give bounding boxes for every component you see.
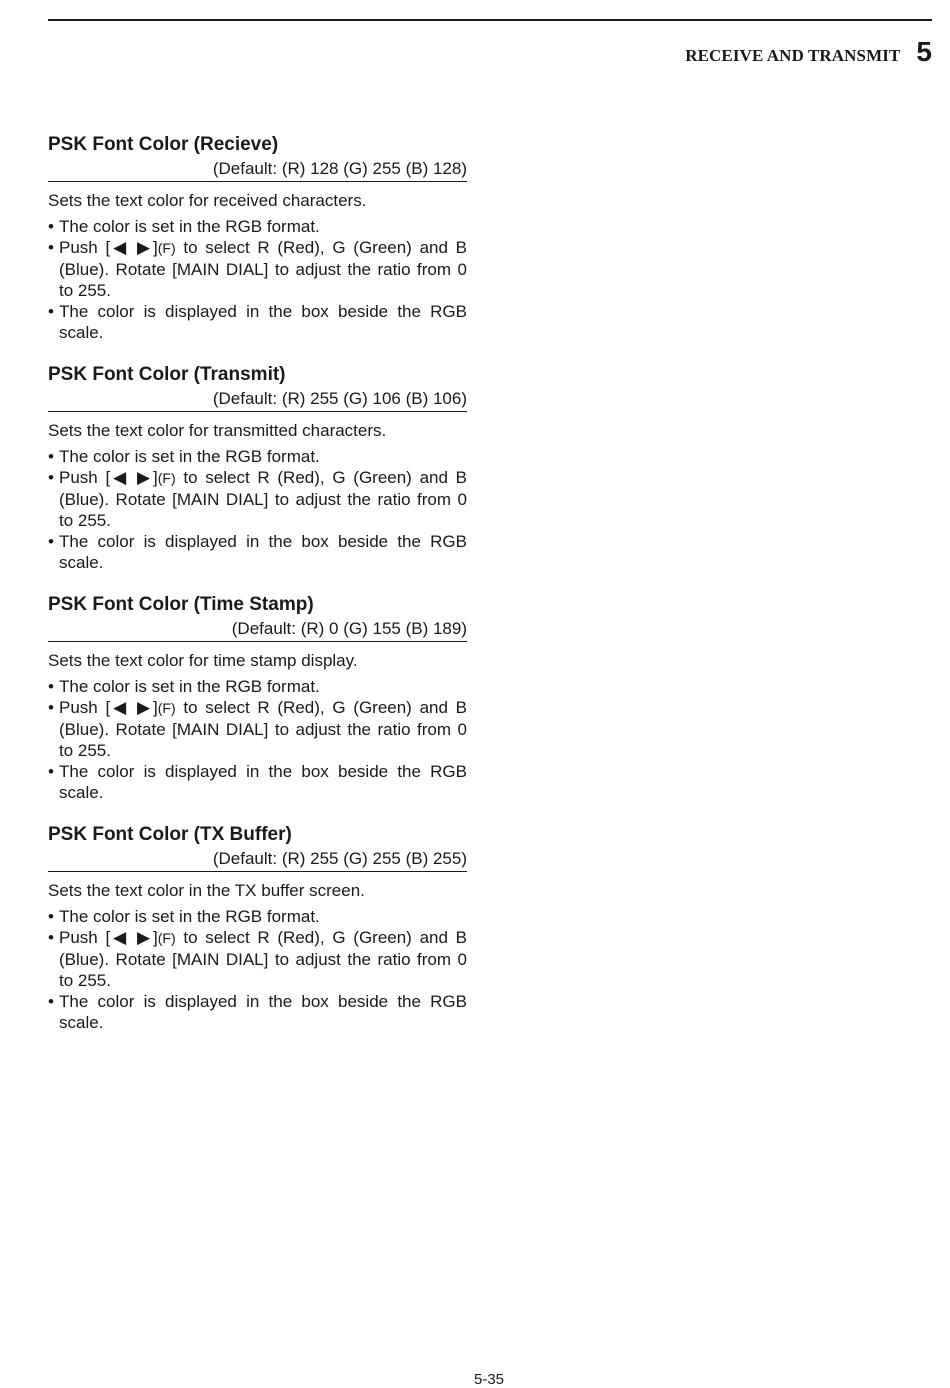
function-key-label: (F): [157, 700, 176, 716]
bullet-list: [48, 676, 467, 803]
bullet-item: • The color is displayed in the box beside the RGB scale.: [48, 301, 467, 343]
section-description: Sets the text color for transmitted characters.: [48, 421, 387, 440]
section-time-stamp: [48, 592, 467, 803]
bullet-list: [48, 446, 467, 573]
push-key-text: Push [◀ ▶]: [59, 468, 158, 487]
chapter-header: [685, 36, 932, 68]
push-key-text: Push [◀ ▶]: [59, 928, 158, 947]
section-transmit: [48, 362, 467, 573]
bullet-item: [48, 927, 467, 991]
section-title: PSK Font Color (Transmit): [48, 364, 286, 385]
function-key-label: (F): [157, 930, 176, 946]
push-instruction-text: to select R (Red), G (Green) and B (Blue). Rotate [MAIN DIAL] to adjust the ratio from 0 to 255.: [59, 698, 467, 760]
bullet-item: • The color is set in the RGB format.: [48, 676, 467, 697]
bullet-item: [48, 697, 467, 761]
default-value: (Default: (R) 255 (G) 106 (B) 106): [48, 388, 467, 412]
push-key-text: Push [◀ ▶]: [59, 238, 158, 257]
chapter-number: 5: [916, 36, 932, 67]
section-description: Sets the text color in the TX buffer screen.: [48, 881, 365, 900]
bullet-item: • The color is set in the RGB format.: [48, 216, 467, 237]
push-instruction-text: to select R (Red), G (Green) and B (Blue). Rotate [MAIN DIAL] to adjust the ratio from 0 to 255.: [59, 238, 467, 300]
section-description: Sets the text color for received characters.: [48, 191, 367, 210]
section-description: Sets the text color for time stamp display.: [48, 651, 358, 670]
push-instruction-text: to select R (Red), G (Green) and B (Blue). Rotate [MAIN DIAL] to adjust the ratio from 0 to 255.: [59, 468, 467, 530]
default-value: (Default: (R) 0 (G) 155 (B) 189): [48, 618, 467, 642]
top-rule: [48, 19, 932, 21]
bullet-item: • The color is displayed in the box beside the RGB scale.: [48, 991, 467, 1033]
push-instruction-text: to select R (Red), G (Green) and B (Blue). Rotate [MAIN DIAL] to adjust the ratio from 0 to 255.: [59, 928, 467, 990]
default-value: (Default: (R) 255 (G) 255 (B) 255): [48, 848, 467, 872]
bullet-item: • The color is set in the RGB format.: [48, 906, 467, 927]
bullet-list: [48, 216, 467, 343]
bullet-item: [48, 467, 467, 531]
section-title: PSK Font Color (Time Stamp): [48, 594, 314, 615]
bullet-item: • The color is displayed in the box beside the RGB scale.: [48, 531, 467, 573]
chapter-title: RECEIVE AND TRANSMIT: [685, 46, 901, 65]
section-tx-buffer: [48, 822, 467, 1033]
function-key-label: (F): [157, 470, 176, 486]
bullet-list: [48, 906, 467, 1033]
page-number: 5-35: [473, 1371, 505, 1388]
push-key-text: Push [◀ ▶]: [59, 698, 158, 717]
section-receive: [48, 132, 467, 343]
section-title: PSK Font Color (TX Buffer): [48, 824, 292, 845]
bullet-item: • The color is displayed in the box beside the RGB scale.: [48, 761, 467, 803]
default-value: (Default: (R) 128 (G) 255 (B) 128): [48, 158, 467, 182]
bullet-item: [48, 237, 467, 301]
function-key-label: (F): [157, 240, 176, 256]
bullet-item: • The color is set in the RGB format.: [48, 446, 467, 467]
section-title: PSK Font Color (Recieve): [48, 134, 279, 155]
main-content: [48, 132, 467, 1052]
